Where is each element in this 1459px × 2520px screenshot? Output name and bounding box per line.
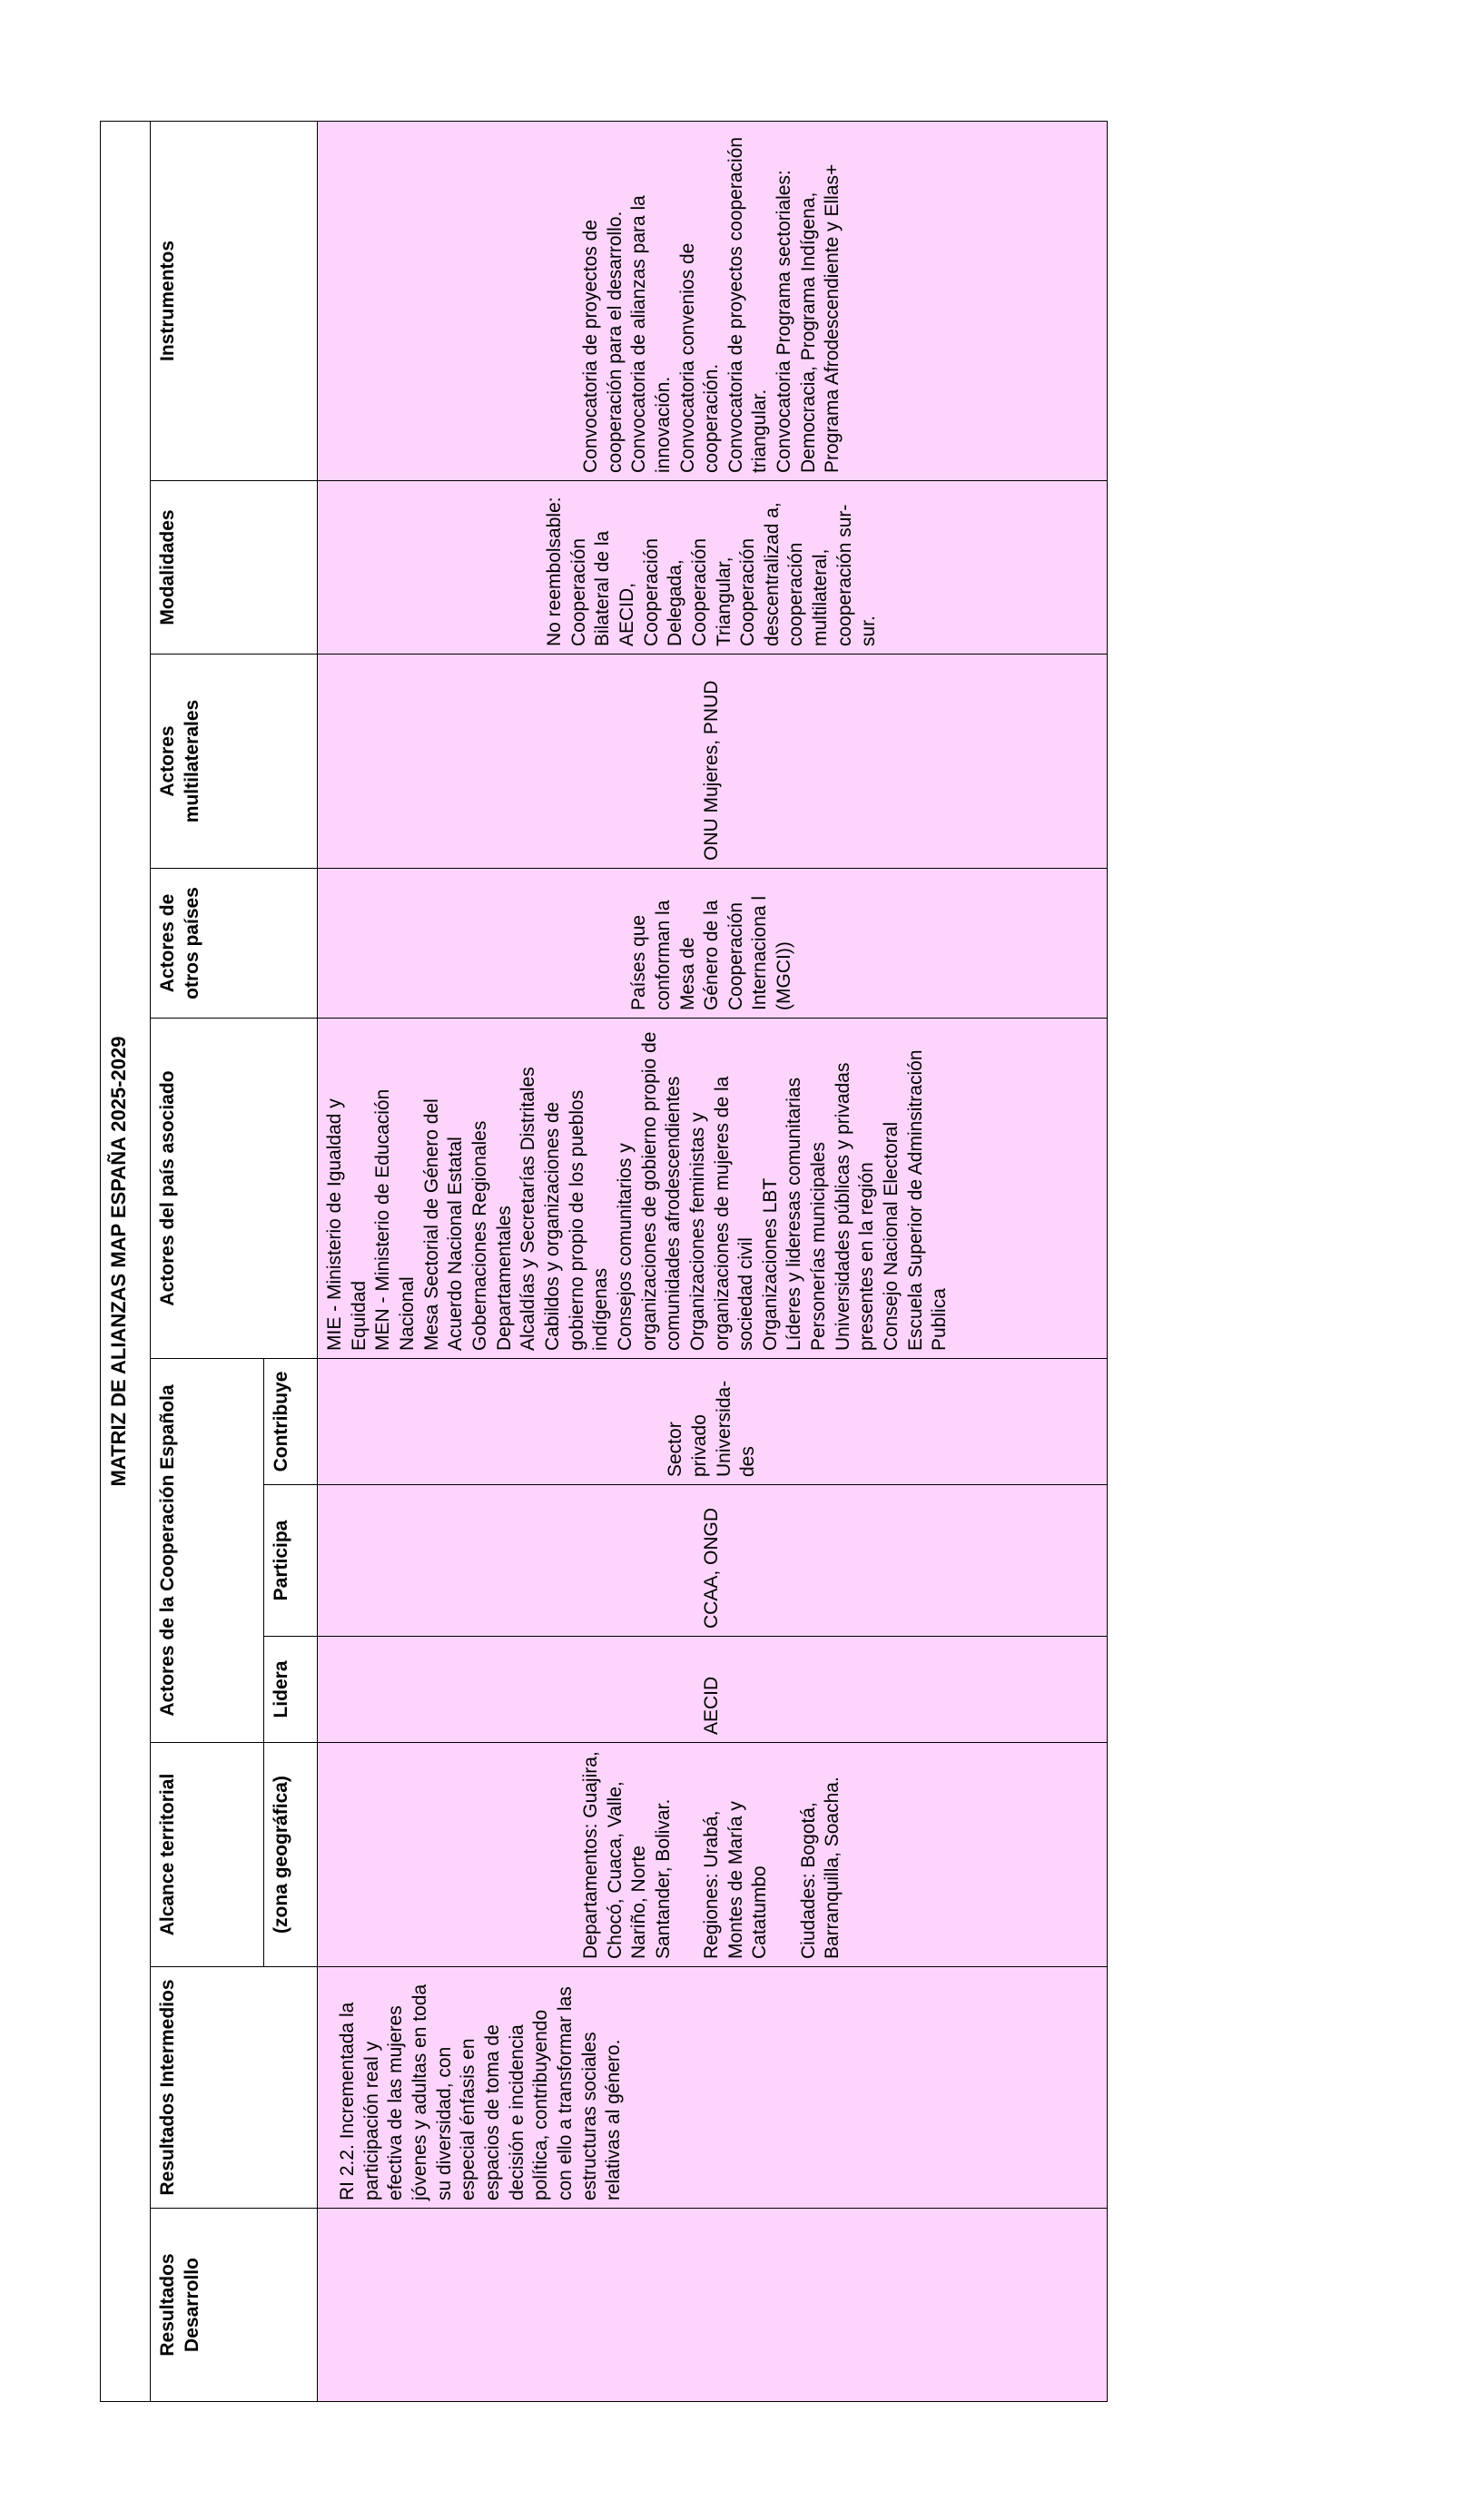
cell-actores-multilaterales: ONU Mujeres, PNUD: [318, 655, 1108, 869]
header-resultados-intermedios: Resultados Intermedios: [151, 1967, 318, 2209]
cell-modalidades: No reembolsable: Cooperación Bilateral de la AECID, Cooperación Delegada, Cooperación Triangular, Cooperación descentralizad a, cooperación multilateral, cooperación sur-sur.: [318, 481, 1108, 655]
matrix-title: MATRIZ DE ALIANZAS MAP ESPAÑA 2025-2029: [101, 121, 151, 2401]
header-actores-multilaterales: Actores multilaterales: [151, 655, 318, 869]
header-instrumentos: Instrumentos: [151, 121, 318, 480]
cell-resultados-intermedios: RI 2.2. Incrementada la participación real y efectiva de las mujeres jóvenes y adultas en toda su diversidad, con especial énfasis en espacios de toma de decisión e incidencia política, contribuyendo con ello a transformar las estructuras sociales relativas al género.: [318, 1967, 1108, 2209]
header-actores-otros-paises: Actores de otros países: [151, 869, 318, 1019]
header-actores-pais-asociado: Actores del país asociado: [151, 1019, 318, 1359]
cell-participa: CCAA, ONGD: [318, 1485, 1108, 1637]
header-resultados-desarrollo: Resultados Desarrollo: [151, 2209, 318, 2402]
cell-instrumentos: Convocatoria de proyectos de cooperación para el desarrollo. Convocatoria de alianzas para la innovación. Convocatoria convenios de cooperación. Convocatoria de proyectos cooperación triangular. Convocatoria Programa sectoriales: Democracia, Programa Indígena, Programa Afrodescendiente y Ellas+: [318, 121, 1108, 480]
cell-resultados-desarrollo: [318, 2209, 1108, 2402]
header-lidera: Lidera: [264, 1637, 318, 1743]
cell-actores-otros-paises: Países que conforman la Mesa de Género de la Cooperación Internaciona l (MGCI)): [318, 869, 1108, 1019]
cell-alcance-territorial: Departamentos: Guajira, Chocó, Cuaca, Valle, Nariño, Norte Santander, Bolivar. Regiones: Urabá, Montes de María y Catatumbo Ciudades: Bogotá, Barranquilla, Soacha.: [318, 1743, 1108, 1967]
header-actores-cooperacion-espanola: Actores de la Cooperación Española: [151, 1359, 264, 1743]
cell-actores-pais-asociado: MIE - Ministerio de Igualdad y Equidad MEN - Ministerio de Educación Nacional Mesa Sectorial de Género del Acuerdo Nacional Estatal Gobernaciones Regionales Departamentales Alcaldías y Secretarías Distritales Cabildos y organizaciones de gobierno propio de los pueblos indígenas Consejos comunitarios y organizaciones de gobierno propio de comunidades afrodescendientes Organizaciones feministas y organizaciones de mujeres de la sociedad civil Organizaciones LBT Líderes y lideresas comunitarias Personerías municipales Universidades públicas y privadas presentes en la región Consejo Nacional Electoral Escuela Superior de Adminsitración Publica: [318, 1019, 1108, 1359]
header-participa: Participa: [264, 1485, 318, 1637]
table-row: [318, 121, 1108, 2401]
cell-lidera: AECID: [318, 1637, 1108, 1743]
header-contribuye: Contribuye: [264, 1359, 318, 1485]
header-alcance-territorial: Alcance territorial: [151, 1743, 264, 1967]
header-zona-geografica: (zona geográfica): [264, 1743, 318, 1967]
header-modalidades: Modalidades: [151, 481, 318, 655]
alliance-matrix-table: [100, 121, 1108, 2402]
cell-contribuye: Sector privado Universida-des: [318, 1359, 1108, 1485]
rotated-page-content: [100, 122, 1108, 2402]
